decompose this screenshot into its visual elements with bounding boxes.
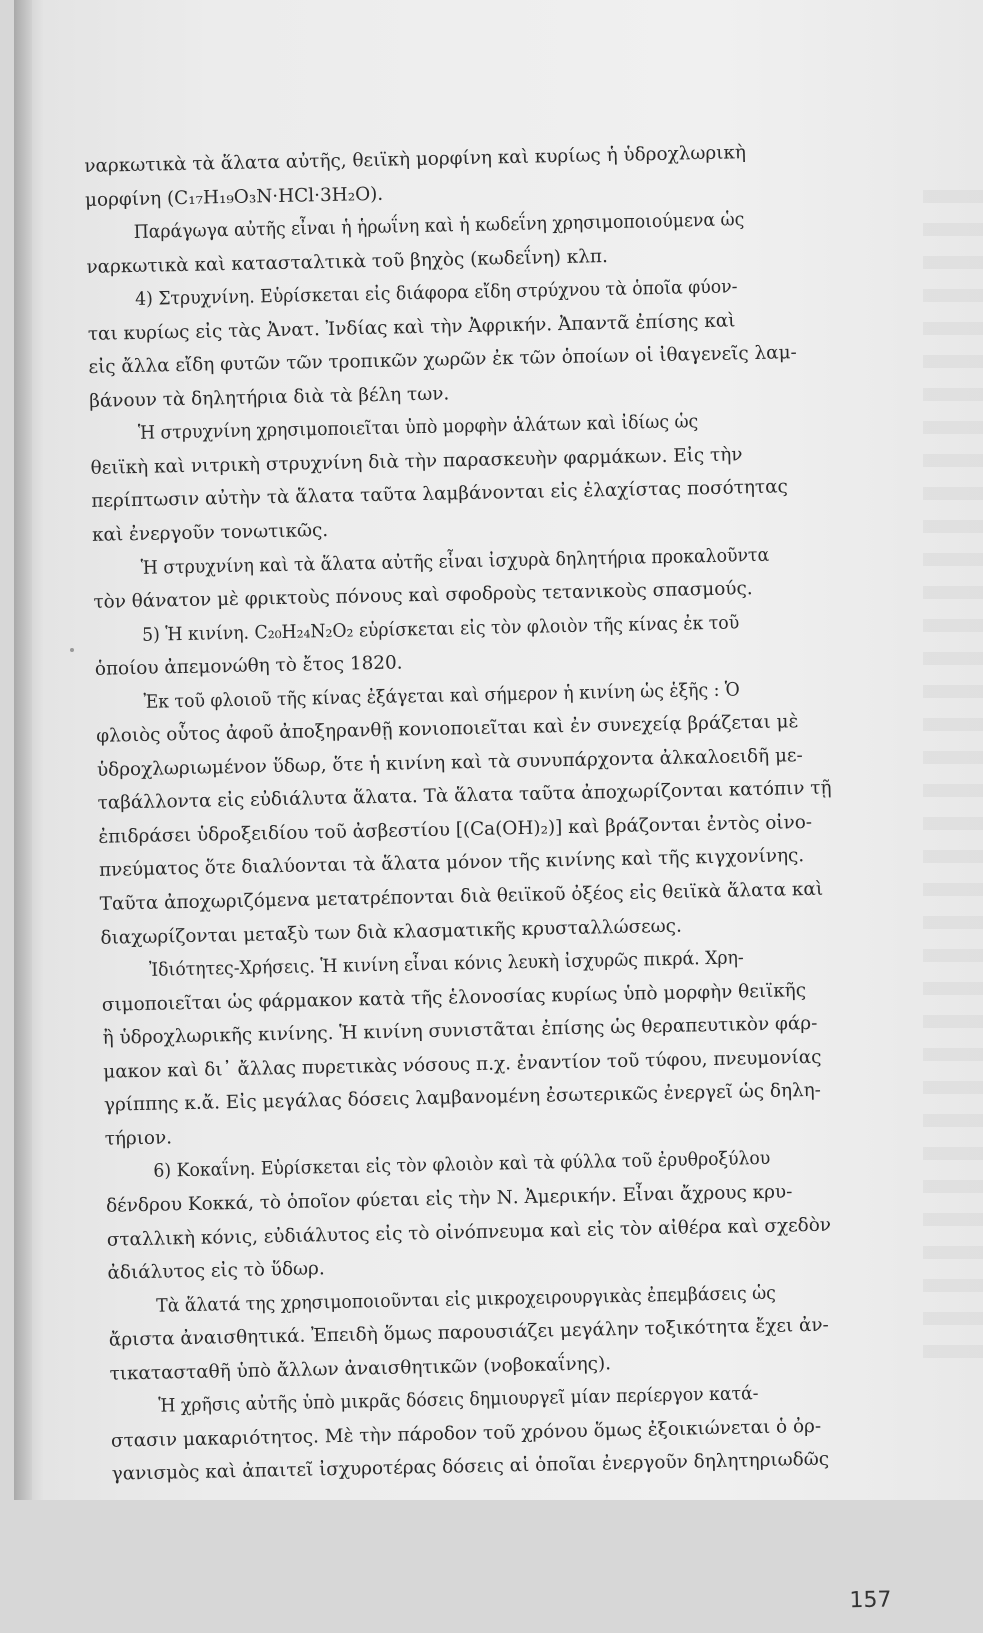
text-line: πνεύματος ὅτε διαλύονται τὰ ἅλατα μόνον τῆς κινίνης καὶ τῆς κιγχονίνης. <box>98 845 805 882</box>
text-line: σιμοποιεῖται ὡς φάρμακον κατὰ τῆς ἑλονοσίας κυρίως ὑπὸ μορφὴν θειϊκῆς <box>101 979 807 1016</box>
page-gutter <box>14 0 32 1500</box>
text-line: ἢ ὑδροχλωρικῆς κινίνης. Ἡ κινίνη συνιστᾶται ἐπίσης ὡς θεραπευτικὸν φάρ- <box>102 1013 818 1050</box>
text-line: σταλλικὴ κόνις, εὐδιάλυτος εἰς τὸ οἰνόπνευμα καὶ εἰς τὸν αἰθέρα καὶ σχεδὸν <box>106 1214 832 1251</box>
text-line: μορφίνη (C₁₇H₁₉O₃N·HCl·3H₂O). <box>84 183 384 211</box>
text-line: στασιν μακαριότητος. Μὲ τὴν πάροδον τοῦ χρόνου ὅμως ἐξοικιώνεται ὁ ὀρ- <box>110 1415 822 1452</box>
text-line: ται κυρίως εἰς τὰς Ἀνατ. Ἰνδίας καὶ τὴν Ἀφρικήν. Ἀπαντᾶ ἐπίσης καὶ <box>87 310 736 345</box>
text-line: διαχωρίζονται μεταξὺ των διὰ κλασματικῆς κρυσταλλώσεως. <box>100 915 683 949</box>
text-line: Παράγωγα αὐτῆς εἶναι ἡ ἡρωΐνη καὶ ἡ κωδεΐνη χρησιμοποιούμενα ὡς <box>133 209 745 244</box>
text-line: ναρκωτικὰ καὶ κατασταλτικὰ τοῦ βηχὸς (κωδεΐνη) κλπ. <box>86 245 609 278</box>
text-line: 6) Κοκαΐνη. Εὑρίσκεται εἰς τὸν φλοιὸν καὶ τὰ φύλλα τοῦ ἐρυθροξύλου <box>153 1148 771 1183</box>
text-line: μακον καὶ δι᾽ ἄλλας πυρετικὰς νόσους π.χ. ἐναντίον τοῦ τύφου, πνευμονίας <box>103 1046 822 1083</box>
text-line: Τὰ ἅλατά της χρησιμοποιοῦνται εἰς μικροχειρουργικὰς ἐπεμβάσεις ὡς <box>156 1282 777 1317</box>
text-line: ταβάλλοντα εἰς εὐδιάλυτα ἅλατα. Τὰ ἅλατα ταῦτα ἀποχωρίζονται κατόπιν τῇ <box>97 777 832 815</box>
text-line: θειϊκὴ καὶ νιτρικὴ στρυχνίνη διὰ τὴν παρασκευὴν φαρμάκων. Εἰς τὴν <box>90 444 743 479</box>
text-line: ἄριστα ἀναισθητικά. Ἐπειδὴ ὅμως παρουσιάζει μεγάλην τοξικότητα ἔχει ἀν- <box>108 1314 830 1351</box>
paper-speck <box>70 648 74 652</box>
text-line: Ἡ χρῆσις αὐτῆς ὑπὸ μικρᾶς δόσεις δημιουργεῖ μίαν περίεργον κατά- <box>158 1383 759 1417</box>
text-line: Ἡ στρυχνίνη χρησιμοποιεῖται ὑπὸ μορφὴν ἁλάτων καὶ ἰδίως ὡς <box>137 411 699 445</box>
text-line: γρίππης κ.ἄ. Εἰς μεγάλας δόσεις λαμβανομένη ἐσωτερικῶς ἐνεργεῖ ὡς δηλη- <box>103 1080 822 1117</box>
text-line: Ταῦτα ἀποχωριζόμενα μετατρέπονται διὰ θειϊκοῦ ὀξέος εἰς θειϊκὰ ἅλατα καὶ <box>99 878 824 915</box>
text-line: γανισμὸς καὶ ἀπαιτεῖ ἰσχυροτέρας δόσεις αἱ ὁποῖαι ἐνεργοῦν δηλητηριωδῶς <box>111 1449 830 1486</box>
text-line: 4) Στρυχνίνη. Εὑρίσκεται εἰς διάφορα εἴδη στρύχνου τὰ ὁποῖα φύον- <box>134 276 738 311</box>
text-line: ὁποίου ἀπεμονώθη τὸ ἔτος 1820. <box>94 652 403 681</box>
text-line: ὑδροχλωριωμένον ὕδωρ, ὅτε ἡ κινίνη καὶ τὰ συνυπάρχοντα ἀλκαλοειδῆ με- <box>96 744 803 781</box>
text-line: φλοιὸς οὗτος ἀφοῦ ἀποξηρανθῇ κονιοποιεῖται καὶ ἐν συνεχείᾳ βράζεται μὲ <box>96 711 799 748</box>
page-number: 157 <box>849 1587 892 1614</box>
text-line: τὸν θάνατον μὲ φρικτοὺς πόνους καὶ σφοδροὺς τετανικοὺς σπασμούς. <box>93 578 753 614</box>
text-line: τήριον. <box>104 1127 173 1150</box>
text-line: βάνουν τὰ δηλητήρια διὰ τὰ βέλη των. <box>89 383 450 412</box>
book-page <box>14 0 983 1614</box>
body-text <box>84 134 892 1614</box>
text-line: Ἰδιότητες-Χρήσεις. Ἡ κινίνη εἶναι κόνις λευκὴ ἰσχυρῶς πικρά. Χρη- <box>148 947 744 981</box>
text-line: ἐπιδράσει ὑδροξειδίου τοῦ ἀσβεστίου [(Ca(OH)₂)] καὶ βράζονται ἐντὸς οἰνο- <box>98 811 813 848</box>
show-through <box>923 170 983 1370</box>
text-line: Ἡ στρυχνίνη καὶ τὰ ἅλατα αὐτῆς εἶναι ἰσχυρὰ δηλητήρια προκαλοῦντα <box>140 544 770 579</box>
text-line: ναρκωτικὰ τὰ ἅλατα αὐτῆς, θειϊκὴ μορφίνη καὶ κυρίως ἡ ὑδροχλωρικὴ <box>84 142 747 177</box>
text-line: δένδρου Κοκκά, τὸ ὁποῖον φύεται εἰς τὴν Ν. Ἀμερικήν. Εἶναι ἄχρους κρυ- <box>105 1181 793 1217</box>
text-line: καὶ ἐνεργοῦν τονωτικῶς. <box>91 519 329 546</box>
text-line: Ἐκ τοῦ φλοιοῦ τῆς κίνας ἐξάγεται καὶ σήμερον ἡ κινίνη ὡς ἑξῆς : Ὁ <box>143 679 740 713</box>
text-line: ἀδιάλυτος εἰς τὸ ὕδωρ. <box>107 1258 325 1284</box>
text-line: εἰς ἄλλα εἴδη φυτῶν τῶν τροπικῶν χωρῶν ἐκ τῶν ὁποίων οἱ ἰθαγενεῖς λαμ- <box>88 342 798 379</box>
text-line: τικατασταθῆ ὑπὸ ἄλλων ἀναισθητικῶν (νοβοκαΐνης). <box>109 1352 612 1385</box>
text-line: 5) Ἡ κινίνη. C₂₀H₂₄N₂O₂ εὑρίσκεται εἰς τὸν φλοιὸν τῆς κίνας ἐκ τοῦ <box>141 612 740 646</box>
text-line: περίπτωσιν αὐτὴν τὰ ἅλατα ταῦτα λαμβάνονται εἰς ἐλαχίστας ποσότητας <box>91 476 789 513</box>
